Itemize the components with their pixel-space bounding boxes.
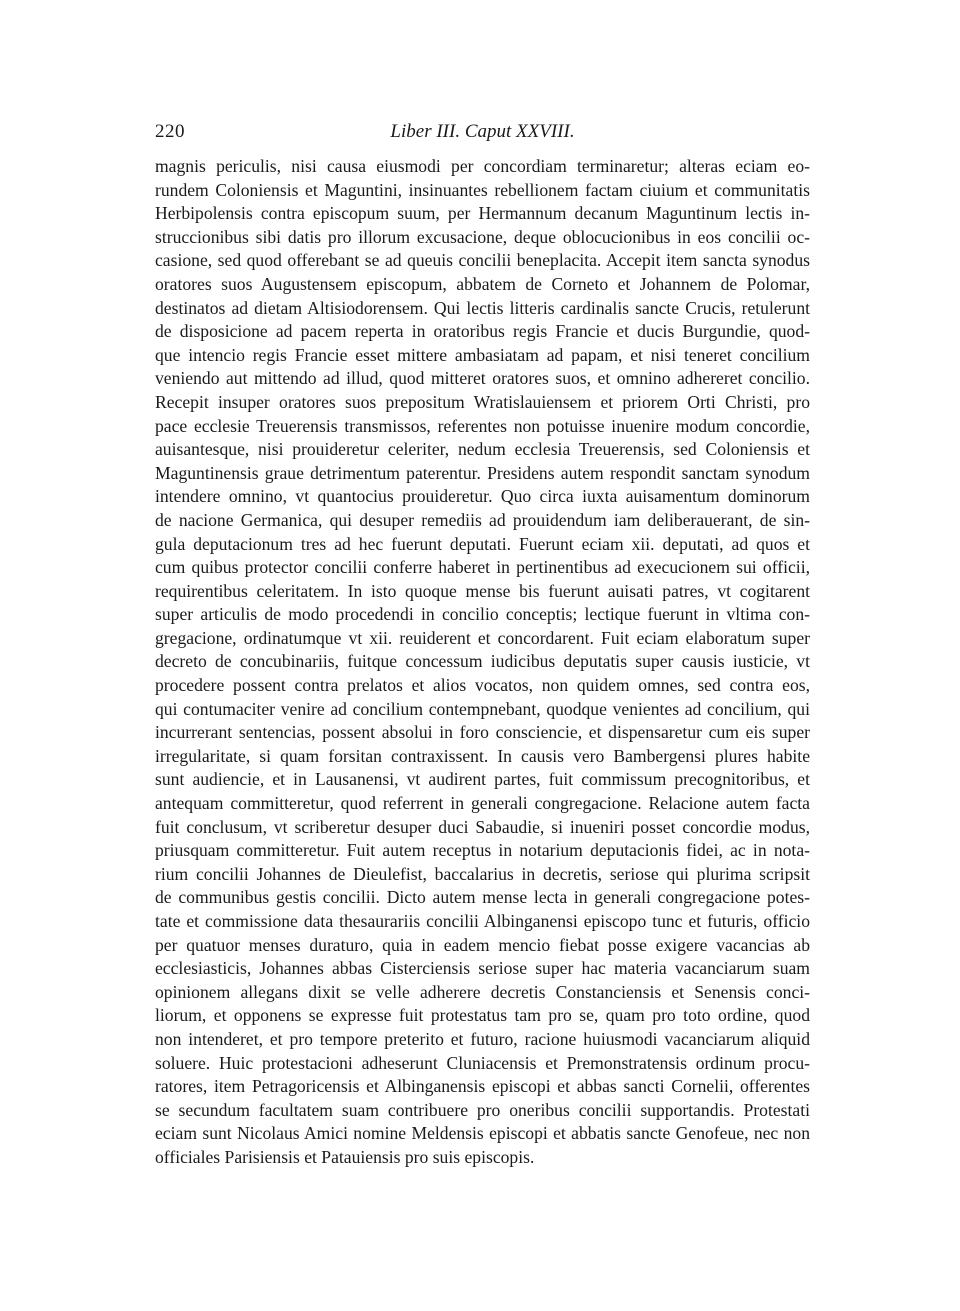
text-line: Herbipolensis contra episcopum suum, per Hermannum decanum Maguntinum lectis in-	[155, 203, 810, 224]
text-line: casione, sed quod offerebant se ad queuis concilii beneplacita. Accepit item sancta synodus	[155, 250, 810, 271]
text-line: pace ecclesie Treuerensis transmissos, referentes non potuisse inuenire modum concordie,	[155, 415, 810, 436]
text-line: gregacione, ordinatumque vt xii. reuiderent et concordarent. Fuit eciam elaboratum super	[155, 627, 810, 648]
text-line: fuit conclusum, vt scriberetur desuper duci Sabaudie, si inueniri posset concordie modus,	[155, 816, 810, 837]
text-line: struccionibus sibi datis pro illorum excusacione, deque oblocucionibus in eos concilii oc-	[155, 226, 810, 247]
text-line: rium concilii Johannes de Dieulefist, baccalarius in decretis, seriose qui plurima scripsit	[155, 863, 810, 884]
text-line: magnis periculis, nisi causa eiusmodi per concordiam terminaretur; alteras eciam eo-	[155, 156, 810, 176]
text-line: tate et commissione data thesaurariis concilii Albinganensi episcopo tunc et futuris, officio	[155, 911, 810, 931]
text-line: rundem Coloniensis et Maguntini, insinuantes rebellionem factam ciuium et communitatis	[155, 179, 810, 200]
text-line: ratores, item Petragoricensis et Albinganensis episcopi et abbas sancti Cornelii, offerentes	[155, 1076, 810, 1097]
text-line: Maguntinensis graue detrimentum paterentur. Presidens autem respondit sanctam synodum	[155, 462, 810, 483]
text-line: soluere. Huic protestacioni adheserunt Cluniacensis et Premonstratensis ordinum procu-	[155, 1052, 810, 1073]
text-line: de communibus gestis concilii. Dicto autem mense lecta in generali congregacione potes-	[155, 887, 810, 908]
text-line: priusquam committeretur. Fuit autem receptus in notarium deputacionis fidei, ac in nota-	[155, 840, 810, 861]
text-line: de nacione Germanica, qui desuper remediis ad prouidendum iam deliberauerant, de sin-	[155, 509, 810, 530]
text-line: intendere omnino, vt quantocius prouideretur. Quo circa iuxta auisamentum dominorum	[155, 486, 810, 507]
page-number: 220	[155, 121, 185, 142]
text-line: se secundum facultatem suam contribuere pro oneribus concilii supportandis. Protestati	[155, 1099, 810, 1120]
text-line: destinatos ad dietam Altisiodorensem. Qui lectis litteris cardinalis sancte Crucis, retulerunt	[155, 297, 810, 318]
text-line: requirentibus celeritatem. In isto quoque mense bis fuerunt auisati patres, vt cogitarent	[155, 580, 810, 601]
text-line: decreto de concubinariis, fuitque concessum iudicibus deputatis super causis iusticie, vt	[155, 651, 810, 672]
text-line: antequam committeretur, quod referrent in generali congregacione. Relacione autem facta	[155, 793, 810, 814]
text-line: ecclesiasticis, Johannes abbas Cisterciensis seriose super hac materia vacanciarum suam	[155, 958, 810, 979]
text-line: veniendo aut mittendo ad illud, quod mitteret oratores suos, et omnino adhereret concilio.	[155, 368, 810, 389]
text-line: incurrerant sentencias, possent absolui in foro consciencie, et dispensaretur cum eis super	[155, 722, 810, 743]
text-line: qui contumaciter venire ad concilium contempnebant, quodque venientes ad concilium, qui	[155, 698, 810, 719]
text-line: per quatuor menses duraturo, quia in eadem mencio fiebat posse exigere vacancias ab	[155, 934, 810, 955]
text-line: oratores suos Augustensem episcopum, abbatem de Corneto et Johannem de Polomar,	[155, 273, 810, 294]
text-line: sunt audiencie, et in Lausanensi, vt audirent partes, fuit commissum precognitoribus, et	[155, 769, 810, 790]
text-line: que intencio regis Francie esset mittere ambasiatam ad papam, et nisi teneret concilium	[155, 344, 810, 365]
text-line: gula deputacionum tres ad hec fuerunt deputati. Fuerunt eciam xii. deputati, ad quos et	[155, 533, 810, 554]
body-text	[155, 155, 810, 1170]
running-title: Liber III. Caput XXVIII.	[390, 121, 575, 142]
text-line: Recepit insuper oratores suos prepositum Wratislauiensem et priorem Orti Christi, pro	[155, 391, 810, 412]
text-line: procedere possent contra prelatos et alios vocatos, non quidem omnes, sed contra eos,	[155, 675, 810, 696]
text-line: super articulis de modo procedendi in concilio conceptis; lectique fuerunt in vltima con-	[155, 604, 810, 625]
text-line: eciam sunt Nicolaus Amici nomine Meldensis episcopi et abbatis sancte Genofeue, nec non	[155, 1123, 810, 1144]
text-line: liorum, et opponens se expresse fuit protestatus tam pro se, quam pro toto ordine, quod	[155, 1005, 810, 1026]
text-line: opinionem allegans dixit se velle adherere decretis Constanciensis et Senensis conci-	[155, 981, 810, 1002]
text-line: irregularitate, si quam forsitan contraxissent. In causis vero Bambergensi plures habite	[155, 745, 810, 766]
text-line: de disposicione ad pacem reperta in oratoribus regis Francie et ducis Burgundie, quod-	[155, 321, 810, 342]
text-line: officiales Parisiensis et Patauiensis pro suis episcopis.	[155, 1146, 535, 1167]
running-head	[155, 119, 810, 145]
text-line: non intenderet, et pro tempore preterito et futuro, racione huiusmodi vacanciarum aliquid	[155, 1028, 810, 1049]
text-line: auisantesque, nisi prouideretur celeriter, nedum ecclesia Treuerensis, sed Coloniensis et	[155, 439, 810, 460]
text-line: cum quibus protector concilii conferre haberet in pertinentibus ad execucionem sui officii,	[155, 557, 810, 578]
